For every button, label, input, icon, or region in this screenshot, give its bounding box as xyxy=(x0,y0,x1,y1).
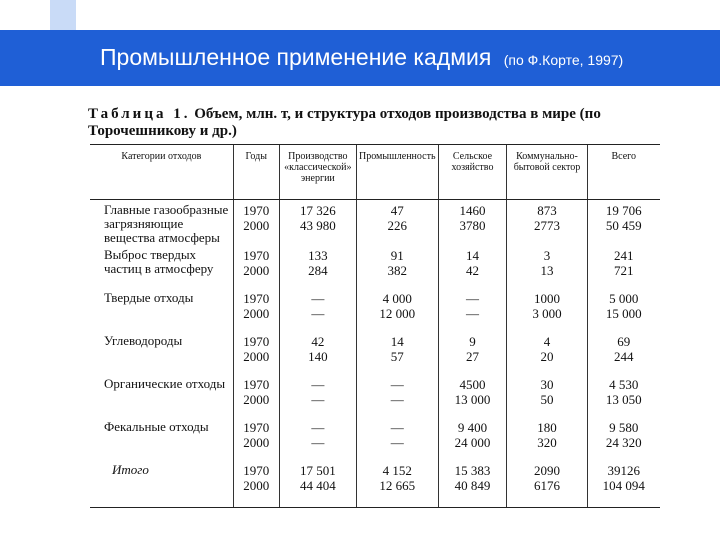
value-total-2000: 24 320 xyxy=(605,435,642,450)
table-caption-text: Объем, млн. т, и структура отходов производства в мире (по Торочешникову и др.) xyxy=(88,106,601,139)
table-label: Таблица 1. xyxy=(88,106,191,122)
value-industry-2000: 12 000 xyxy=(379,306,416,321)
value-agriculture-2000: 40 849 xyxy=(454,478,491,493)
value-energy-1970: — xyxy=(311,420,325,435)
cell-energy xyxy=(279,417,356,460)
cell-total xyxy=(587,245,660,288)
header-years: Годы xyxy=(233,145,279,200)
cell-total xyxy=(587,417,660,460)
title-main: Промышленное применение кадмия xyxy=(100,44,492,70)
value-communal-2000: 20 xyxy=(540,349,554,364)
value-years-1970: 1970 xyxy=(243,334,270,349)
value-agriculture-1970: 1460 xyxy=(459,203,486,218)
value-industry-1970: 4 152 xyxy=(382,463,412,478)
value-communal-2000: 6176 xyxy=(533,478,560,493)
row-category: Углеводороды xyxy=(104,333,183,348)
value-agriculture-1970: 4500 xyxy=(459,377,486,392)
value-total-1970: 19 706 xyxy=(605,203,642,218)
value-years-2000: 2000 xyxy=(243,263,270,278)
value-industry-2000: — xyxy=(390,435,404,450)
value-energy-2000: 44 404 xyxy=(299,478,336,493)
cell-agriculture xyxy=(438,417,507,460)
cell-agriculture xyxy=(438,374,507,417)
cell-communal xyxy=(507,288,587,331)
value-total-2000: 50 459 xyxy=(605,218,642,233)
cell-industry xyxy=(356,374,438,417)
table-header-row xyxy=(90,145,660,200)
value-communal-1970: 873 xyxy=(537,203,557,218)
value-years-1970: 1970 xyxy=(243,248,270,263)
cell-industry xyxy=(356,417,438,460)
cell-total xyxy=(587,288,660,331)
cell-agriculture xyxy=(438,460,507,508)
value-agriculture-2000: 13 000 xyxy=(454,392,491,407)
value-years-1970: 1970 xyxy=(243,420,270,435)
value-years-2000: 2000 xyxy=(243,392,270,407)
value-total-1970: 39126 xyxy=(607,463,641,478)
cell-industry xyxy=(356,460,438,508)
table-row xyxy=(90,200,660,246)
cell-industry xyxy=(356,245,438,288)
table-row xyxy=(90,331,660,374)
cell-agriculture xyxy=(438,288,507,331)
value-communal-2000: 2773 xyxy=(533,218,560,233)
table-row xyxy=(90,374,660,417)
cell-energy xyxy=(279,288,356,331)
value-total-2000: 104 094 xyxy=(602,478,645,493)
value-energy-1970: 133 xyxy=(308,248,328,263)
cell-years xyxy=(233,288,279,331)
value-energy-1970: 17 326 xyxy=(299,203,336,218)
value-years-1970: 1970 xyxy=(243,291,270,306)
header-category: Категории отходов xyxy=(90,145,233,200)
value-total-2000: 721 xyxy=(614,263,634,278)
value-energy-1970: 42 xyxy=(311,334,325,349)
value-industry-1970: — xyxy=(390,420,404,435)
value-total-2000: 13 050 xyxy=(605,392,642,407)
value-energy-1970: 17 501 xyxy=(299,463,336,478)
row-category: Фекальные отходы xyxy=(104,419,209,434)
value-agriculture-1970: 9 400 xyxy=(457,420,488,435)
value-industry-1970: — xyxy=(390,377,404,392)
cell-energy xyxy=(279,460,356,508)
row-category: Выброс твердых частиц в атмосферу xyxy=(104,247,214,276)
value-energy-1970: — xyxy=(311,291,325,306)
cell-agriculture xyxy=(438,245,507,288)
value-agriculture-2000: 3780 xyxy=(459,218,486,233)
value-total-1970: 4 530 xyxy=(609,377,639,392)
value-energy-2000: 43 980 xyxy=(299,218,336,233)
cell-total xyxy=(587,200,660,246)
slide-title xyxy=(100,44,623,71)
value-communal-1970: 2090 xyxy=(533,463,560,478)
cell-energy xyxy=(279,331,356,374)
header-communal: Коммунально-бытовой сектор xyxy=(507,145,587,200)
cell-agriculture xyxy=(438,331,507,374)
value-communal-2000: 13 xyxy=(540,263,554,278)
value-communal-2000: 50 xyxy=(540,392,554,407)
value-years-2000: 2000 xyxy=(243,349,270,364)
value-industry-1970: 47 xyxy=(390,203,404,218)
value-energy-2000: 140 xyxy=(308,349,328,364)
cell-industry xyxy=(356,288,438,331)
cell-communal xyxy=(507,200,587,246)
value-agriculture-2000: — xyxy=(465,306,479,321)
cell-energy xyxy=(279,245,356,288)
value-communal-1970: 30 xyxy=(540,377,554,392)
value-agriculture-1970: 9 xyxy=(469,334,476,349)
waste-table xyxy=(90,144,660,508)
cell-years xyxy=(233,331,279,374)
cell-agriculture xyxy=(438,200,507,246)
decor-square-top xyxy=(50,0,76,30)
value-years-1970: 1970 xyxy=(243,203,270,218)
value-communal-2000: 320 xyxy=(537,435,557,450)
value-industry-2000: 12 665 xyxy=(379,478,416,493)
value-agriculture-1970: — xyxy=(465,291,479,306)
cell-energy xyxy=(279,374,356,417)
value-agriculture-1970: 15 383 xyxy=(454,463,491,478)
value-energy-2000: 284 xyxy=(308,263,328,278)
value-agriculture-1970: 14 xyxy=(465,248,479,263)
value-energy-1970: — xyxy=(311,377,325,392)
value-years-2000: 2000 xyxy=(243,478,270,493)
header-energy: Производство «классической» энергии xyxy=(279,145,356,200)
cell-years xyxy=(233,374,279,417)
cell-total xyxy=(587,460,660,508)
title-note: (по Ф.Корте, 1997) xyxy=(503,52,624,68)
value-industry-2000: 57 xyxy=(390,349,404,364)
cell-years xyxy=(233,460,279,508)
cell-years xyxy=(233,200,279,246)
value-energy-2000: — xyxy=(311,306,325,321)
table-body xyxy=(90,200,660,508)
value-industry-2000: 226 xyxy=(387,218,407,233)
value-years-2000: 2000 xyxy=(243,218,270,233)
value-agriculture-2000: 24 000 xyxy=(454,435,491,450)
value-industry-1970: 14 xyxy=(390,334,404,349)
cell-total xyxy=(587,374,660,417)
value-industry-1970: 4 000 xyxy=(382,291,412,306)
value-years-2000: 2000 xyxy=(243,435,270,450)
value-total-1970: 69 xyxy=(617,334,631,349)
cell-industry xyxy=(356,200,438,246)
cell-communal xyxy=(507,417,587,460)
cell-communal xyxy=(507,331,587,374)
row-category: Органические отходы xyxy=(104,376,226,391)
row-category: Твердые отходы xyxy=(104,290,194,305)
cell-communal xyxy=(507,460,587,508)
value-energy-2000: — xyxy=(311,435,325,450)
table-row xyxy=(90,288,660,331)
value-communal-1970: 3 xyxy=(543,248,551,263)
value-communal-1970: 4 xyxy=(543,334,551,349)
cell-energy xyxy=(279,200,356,246)
value-total-2000: 244 xyxy=(614,349,634,364)
value-years-2000: 2000 xyxy=(243,306,270,321)
value-industry-2000: — xyxy=(390,392,404,407)
cell-years xyxy=(233,417,279,460)
cell-total xyxy=(587,331,660,374)
value-total-1970: 5 000 xyxy=(609,291,639,306)
value-agriculture-2000: 27 xyxy=(465,349,479,364)
header-agriculture: Сельское хозяйство xyxy=(438,145,507,200)
value-total-1970: 241 xyxy=(614,248,634,263)
header-industry: Промышленность xyxy=(356,145,438,200)
value-years-1970: 1970 xyxy=(243,377,270,392)
value-total-2000: 15 000 xyxy=(605,306,642,321)
value-industry-1970: 91 xyxy=(390,248,404,263)
value-industry-2000: 382 xyxy=(387,263,407,278)
value-energy-2000: — xyxy=(311,392,325,407)
cell-communal xyxy=(507,245,587,288)
cell-communal xyxy=(507,374,587,417)
value-communal-2000: 3 000 xyxy=(532,306,562,321)
header-total: Всего xyxy=(587,145,660,200)
cell-years xyxy=(233,245,279,288)
value-total-1970: 9 580 xyxy=(609,420,639,435)
table-caption xyxy=(88,106,668,140)
table-row xyxy=(90,460,660,508)
table-row xyxy=(90,417,660,460)
value-agriculture-2000: 42 xyxy=(465,263,479,278)
row-category: Итого xyxy=(90,460,233,508)
cell-industry xyxy=(356,331,438,374)
value-communal-1970: 180 xyxy=(537,420,557,435)
row-category: Главные газообразные загрязняющие вещества атмосферы xyxy=(104,202,229,245)
value-years-1970: 1970 xyxy=(243,463,270,478)
table-row xyxy=(90,245,660,288)
value-communal-1970: 1000 xyxy=(533,291,560,306)
